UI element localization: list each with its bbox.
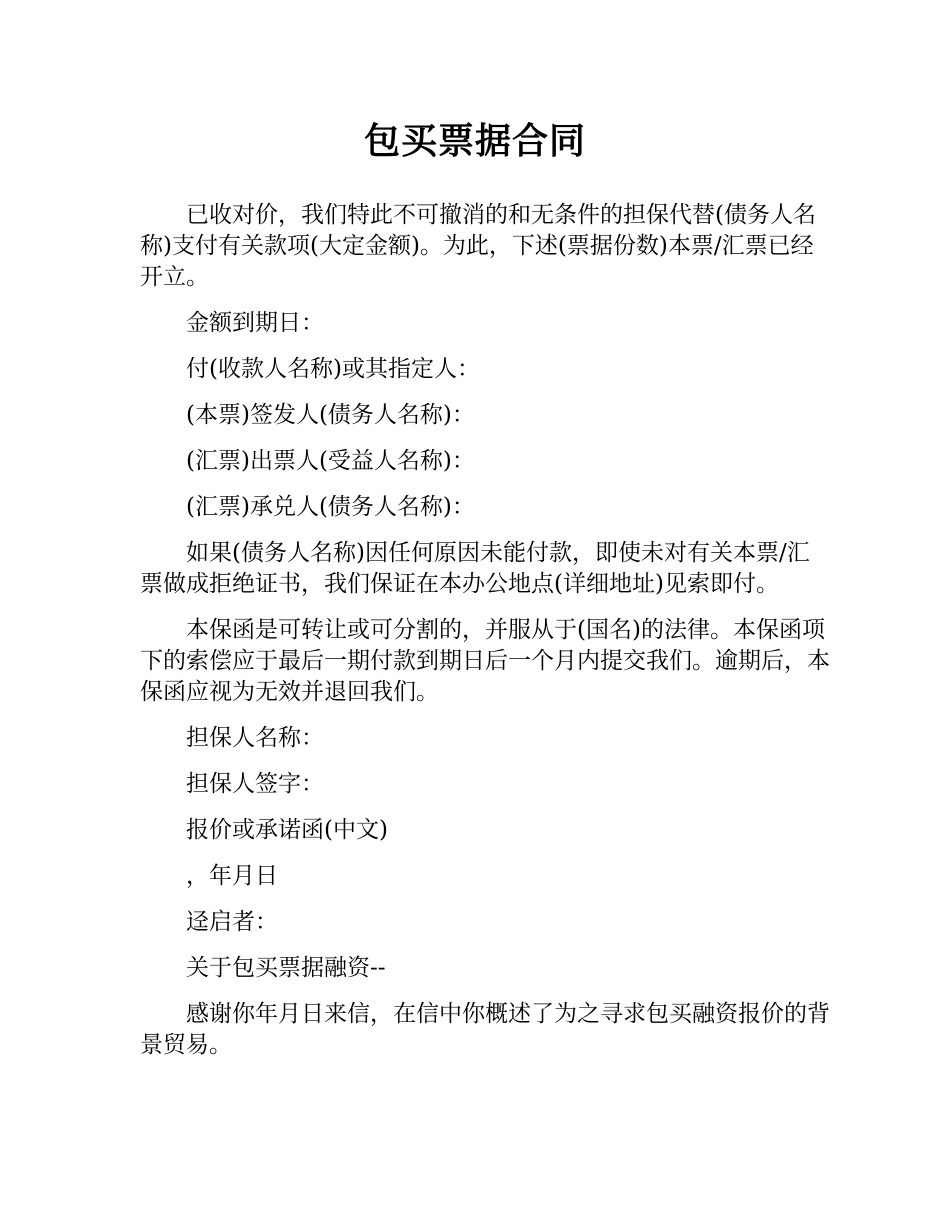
paragraph-thanks: 感谢你年月日来信，在信中你概述了为之寻求包买融资报价的背景贸易。	[140, 1001, 830, 1058]
paragraph-guarantor-name: 担保人名称：	[186, 725, 324, 751]
paragraph-date-line: ，年月日	[186, 863, 278, 889]
paragraph-draft-drawer: (汇票)出票人(受益人名称)：	[186, 448, 475, 474]
paragraph-payee: 付(收款人名称)或其指定人：	[186, 356, 480, 382]
paragraph-salutation: 迳启者：	[186, 909, 278, 935]
paragraph-payment-guarantee: 如果(债务人名称)因任何原因未能付款，即使未对有关本票/汇票做成拒绝证书，我们保证在本办公地点(详细地址)见索即付。	[140, 540, 810, 597]
paragraph-guarantor-signature: 担保人签字：	[186, 771, 324, 797]
paragraph-note-issuer: (本票)签发人(债务人名称)：	[186, 402, 475, 428]
document-title: 包买票据合同	[363, 121, 586, 162]
paragraph-amount-due-date: 金额到期日：	[186, 310, 324, 336]
paragraph-quote-letter-heading: 报价或承诺函(中文)	[186, 817, 388, 843]
paragraph-guarantee-intro: 已收对价，我们特此不可撤消的和无条件的担保代替(债务人名称)支付有关款项(大定金额)。为此，下述(票据份数)本票/汇票已经开立。	[140, 202, 816, 290]
paragraph-subject: 关于包买票据融资--	[186, 955, 386, 981]
paragraph-transferability: 本保函是可转让或可分割的，并服从于(国名)的法律。本保函项下的索偿应于最后一期付款到期日后一个月内提交我们。逾期后，本保函应视为无效并退回我们。	[140, 617, 830, 705]
paragraph-draft-acceptor: (汇票)承兑人(债务人名称)：	[186, 494, 475, 520]
document-body	[140, 200, 830, 1076]
